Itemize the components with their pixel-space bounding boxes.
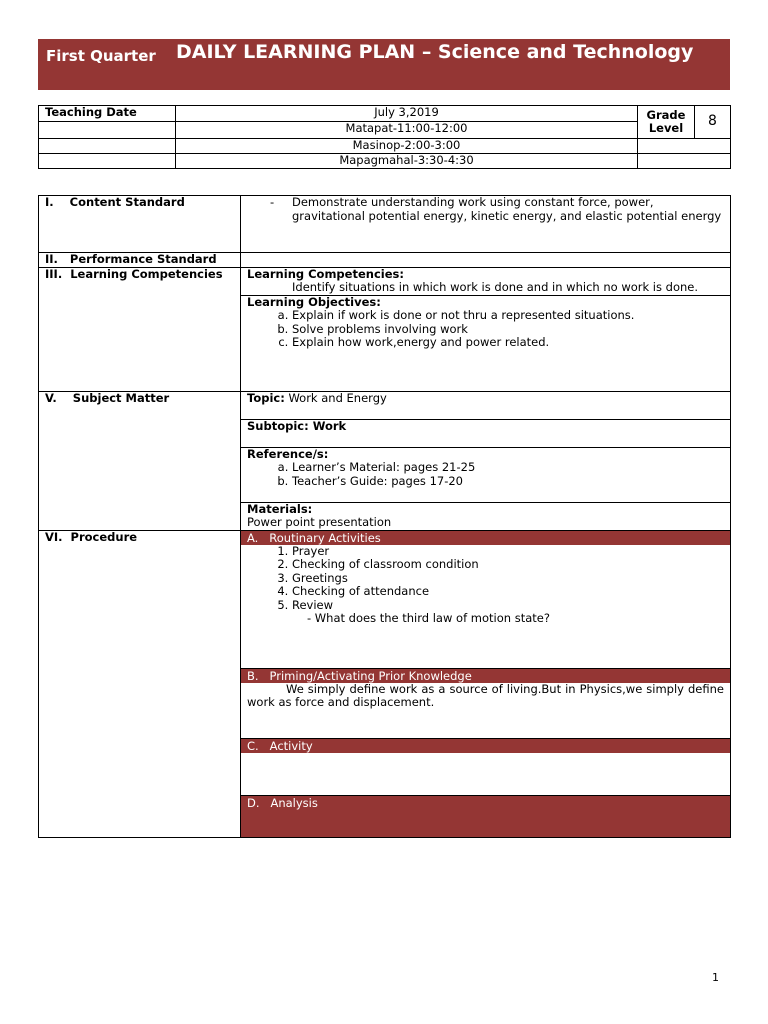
objectives-list (247, 309, 724, 350)
competencies-heading: Learning Competencies: (247, 267, 404, 281)
materials-value: Power point presentation (247, 515, 392, 529)
content-standard-cell (241, 196, 731, 253)
document-title: DAILY LEARNING PLAN – Science and Technology (176, 41, 694, 63)
materials-cell (241, 502, 731, 530)
analysis-cell (241, 795, 731, 837)
routinary-item: 3. Greetings (292, 572, 730, 586)
review-question: - What does the third law of motion state? (307, 611, 550, 625)
priming-cell (241, 668, 731, 738)
activity-header: C. Activity (241, 739, 730, 753)
routinary-item: 5. Review (292, 599, 730, 613)
section-schedule: Masinop-2:00-3:00 (176, 139, 638, 154)
references-cell (241, 447, 731, 502)
performance-standard-label: II. Performance Standard (39, 253, 241, 268)
priming-text: We simply define work as a source of living.But in Physics,we simply define work as force and displacement. (247, 681, 724, 709)
objectives-heading: Learning Objectives: (247, 295, 381, 309)
schedule-table (38, 105, 731, 169)
teaching-date-value: July 3,2019 (176, 106, 638, 122)
routinary-item: 1. Prayer (292, 545, 730, 559)
materials-heading: Materials: (247, 502, 313, 516)
routinary-item: 2. Checking of classroom condition (292, 558, 730, 572)
learning-competencies-label: III. Learning Competencies (39, 267, 241, 391)
header-banner (38, 39, 730, 90)
competencies-text: Identify situations in which work is done and in which no work is done. (292, 280, 698, 294)
topic-value: Work and Energy (288, 391, 387, 405)
procedure-label: VI. Procedure (39, 530, 241, 837)
page-number: 1 (712, 971, 719, 984)
objective-item: a. Explain if work is done or not thru a represented situations. (292, 309, 724, 323)
reference-item: a. Learner’s Material: pages 21-25 (292, 461, 724, 475)
routinary-header: A. Routinary Activities (241, 531, 730, 545)
quarter-label: First Quarter (46, 47, 156, 65)
dash-marker: - (270, 195, 275, 209)
routinary-item: 4. Checking of attendance (292, 585, 730, 599)
teaching-date-label: Teaching Date (39, 106, 176, 122)
section-schedule: Mapagmahal-3:30-4:30 (176, 153, 638, 168)
references-heading: Reference/s: (247, 447, 329, 461)
topic-label: Topic: (247, 391, 285, 405)
subtopic-cell: Subtopic: Work (241, 419, 731, 447)
routinary-list (241, 545, 730, 613)
references-list (247, 461, 724, 488)
performance-standard-cell (241, 253, 731, 268)
routinary-cell (241, 530, 731, 668)
content-standard-text: Demonstrate understanding work using constant force, power, gravitational potential energy, kinetic energy, and elastic potential energy (292, 195, 722, 223)
topic-cell (241, 391, 731, 419)
plan-table (38, 195, 731, 838)
content-standard-label: I. Content Standard (39, 196, 241, 253)
activity-cell (241, 738, 731, 795)
priming-header: B. Priming/Activating Prior Knowledge (241, 669, 730, 683)
analysis-header: D. Analysis (247, 795, 318, 810)
learning-objectives-cell (241, 295, 731, 391)
subject-matter-label: V. Subject Matter (39, 391, 241, 530)
objective-item: b. Solve problems involving work (292, 323, 724, 337)
grade-level-label: Grade Level (638, 106, 695, 139)
learning-competencies-cell (241, 267, 731, 295)
grade-level-value: 8 (695, 106, 731, 139)
objective-item: c. Explain how work,energy and power related. (292, 336, 724, 350)
reference-item: b. Teacher’s Guide: pages 17-20 (292, 475, 724, 489)
section-schedule: Matapat-11:00-12:00 (176, 122, 638, 139)
